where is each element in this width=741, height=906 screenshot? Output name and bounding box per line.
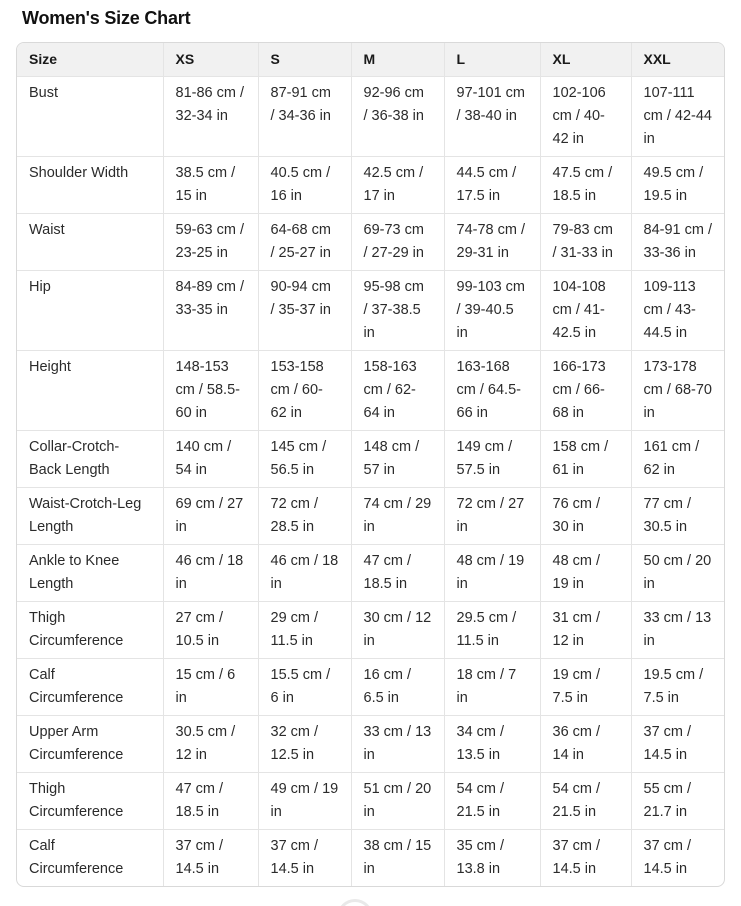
size-value-cell: 148-153 cm / 58.5-60 in bbox=[163, 351, 258, 431]
row-label: Calf Circumference bbox=[17, 659, 163, 716]
size-value-cell: 38.5 cm / 15 in bbox=[163, 157, 258, 214]
column-header-xxl: XXL bbox=[631, 43, 725, 77]
size-value-cell: 30.5 cm / 12 in bbox=[163, 716, 258, 773]
table-row bbox=[17, 773, 725, 830]
column-header-l: L bbox=[444, 43, 540, 77]
size-value-cell: 30 cm / 12 in bbox=[351, 602, 444, 659]
size-value-cell: 148 cm / 57 in bbox=[351, 431, 444, 488]
header-row bbox=[17, 43, 725, 77]
size-value-cell: 90-94 cm / 35-37 in bbox=[258, 271, 351, 351]
size-value-cell: 29 cm / 11.5 in bbox=[258, 602, 351, 659]
size-chart-table bbox=[17, 43, 725, 886]
row-label: Thigh Circumference bbox=[17, 773, 163, 830]
size-value-cell: 158-163 cm / 62-64 in bbox=[351, 351, 444, 431]
size-value-cell: 92-96 cm / 36-38 in bbox=[351, 77, 444, 157]
size-value-cell: 15.5 cm / 6 in bbox=[258, 659, 351, 716]
size-value-cell: 42.5 cm / 17 in bbox=[351, 157, 444, 214]
size-value-cell: 32 cm / 12.5 in bbox=[258, 716, 351, 773]
size-value-cell: 34 cm / 13.5 in bbox=[444, 716, 540, 773]
size-value-cell: 31 cm / 12 in bbox=[540, 602, 631, 659]
table-row bbox=[17, 716, 725, 773]
row-label: Calf Circumference bbox=[17, 830, 163, 887]
size-value-cell: 140 cm / 54 in bbox=[163, 431, 258, 488]
size-value-cell: 16 cm / 6.5 in bbox=[351, 659, 444, 716]
size-value-cell: 102-106 cm / 40-42 in bbox=[540, 77, 631, 157]
column-header-xs: XS bbox=[163, 43, 258, 77]
size-value-cell: 84-91 cm / 33-36 in bbox=[631, 214, 725, 271]
table-body bbox=[17, 77, 725, 887]
size-value-cell: 38 cm / 15 in bbox=[351, 830, 444, 887]
table-row bbox=[17, 214, 725, 271]
row-label: Height bbox=[17, 351, 163, 431]
size-value-cell: 99-103 cm / 39-40.5 in bbox=[444, 271, 540, 351]
size-value-cell: 97-101 cm / 38-40 in bbox=[444, 77, 540, 157]
size-value-cell: 59-63 cm / 23-25 in bbox=[163, 214, 258, 271]
size-value-cell: 163-168 cm / 64.5-66 in bbox=[444, 351, 540, 431]
table-row bbox=[17, 545, 725, 602]
size-value-cell: 69 cm / 27 in bbox=[163, 488, 258, 545]
size-value-cell: 18 cm / 7 in bbox=[444, 659, 540, 716]
size-value-cell: 19.5 cm / 7.5 in bbox=[631, 659, 725, 716]
size-value-cell: 36 cm / 14 in bbox=[540, 716, 631, 773]
table-row bbox=[17, 271, 725, 351]
size-value-cell: 46 cm / 18 in bbox=[258, 545, 351, 602]
size-value-cell: 72 cm / 27 in bbox=[444, 488, 540, 545]
floating-circle-widget[interactable] bbox=[337, 899, 373, 906]
size-value-cell: 69-73 cm / 27-29 in bbox=[351, 214, 444, 271]
size-value-cell: 44.5 cm / 17.5 in bbox=[444, 157, 540, 214]
size-value-cell: 33 cm / 13 in bbox=[351, 716, 444, 773]
row-label: Ankle to Knee Length bbox=[17, 545, 163, 602]
size-value-cell: 47 cm / 18.5 in bbox=[351, 545, 444, 602]
size-value-cell: 47 cm / 18.5 in bbox=[163, 773, 258, 830]
table-row bbox=[17, 431, 725, 488]
size-value-cell: 48 cm / 19 in bbox=[444, 545, 540, 602]
size-value-cell: 50 cm / 20 in bbox=[631, 545, 725, 602]
row-label: Thigh Circumference bbox=[17, 602, 163, 659]
size-value-cell: 173-178 cm / 68-70 in bbox=[631, 351, 725, 431]
size-value-cell: 54 cm / 21.5 in bbox=[540, 773, 631, 830]
size-value-cell: 27 cm / 10.5 in bbox=[163, 602, 258, 659]
row-label: Bust bbox=[17, 77, 163, 157]
size-value-cell: 35 cm / 13.8 in bbox=[444, 830, 540, 887]
size-chart-table-container bbox=[16, 42, 725, 887]
size-value-cell: 87-91 cm / 34-36 in bbox=[258, 77, 351, 157]
column-header-s: S bbox=[258, 43, 351, 77]
size-value-cell: 48 cm / 19 in bbox=[540, 545, 631, 602]
size-value-cell: 72 cm / 28.5 in bbox=[258, 488, 351, 545]
table-row bbox=[17, 77, 725, 157]
size-value-cell: 37 cm / 14.5 in bbox=[540, 830, 631, 887]
table-row bbox=[17, 351, 725, 431]
table-row bbox=[17, 488, 725, 545]
size-value-cell: 47.5 cm / 18.5 in bbox=[540, 157, 631, 214]
size-value-cell: 74-78 cm / 29-31 in bbox=[444, 214, 540, 271]
table-row bbox=[17, 602, 725, 659]
row-label: Hip bbox=[17, 271, 163, 351]
size-value-cell: 84-89 cm / 33-35 in bbox=[163, 271, 258, 351]
size-value-cell: 74 cm / 29 in bbox=[351, 488, 444, 545]
size-value-cell: 49.5 cm / 19.5 in bbox=[631, 157, 725, 214]
size-value-cell: 104-108 cm / 41-42.5 in bbox=[540, 271, 631, 351]
size-value-cell: 54 cm / 21.5 in bbox=[444, 773, 540, 830]
size-value-cell: 40.5 cm / 16 in bbox=[258, 157, 351, 214]
column-header-xl: XL bbox=[540, 43, 631, 77]
size-value-cell: 37 cm / 14.5 in bbox=[163, 830, 258, 887]
row-label: Waist-Crotch-Leg Length bbox=[17, 488, 163, 545]
size-value-cell: 19 cm / 7.5 in bbox=[540, 659, 631, 716]
size-value-cell: 33 cm / 13 in bbox=[631, 602, 725, 659]
size-value-cell: 15 cm / 6 in bbox=[163, 659, 258, 716]
size-value-cell: 153-158 cm / 60-62 in bbox=[258, 351, 351, 431]
column-header-size: Size bbox=[17, 43, 163, 77]
row-label: Collar-Crotch-Back Length bbox=[17, 431, 163, 488]
size-value-cell: 55 cm / 21.7 in bbox=[631, 773, 725, 830]
size-value-cell: 109-113 cm / 43-44.5 in bbox=[631, 271, 725, 351]
column-header-m: M bbox=[351, 43, 444, 77]
size-value-cell: 77 cm / 30.5 in bbox=[631, 488, 725, 545]
size-value-cell: 149 cm / 57.5 in bbox=[444, 431, 540, 488]
size-value-cell: 145 cm / 56.5 in bbox=[258, 431, 351, 488]
table-row bbox=[17, 659, 725, 716]
table-row bbox=[17, 157, 725, 214]
row-label: Waist bbox=[17, 214, 163, 271]
row-label: Shoulder Width bbox=[17, 157, 163, 214]
size-value-cell: 46 cm / 18 in bbox=[163, 545, 258, 602]
size-value-cell: 37 cm / 14.5 in bbox=[258, 830, 351, 887]
size-value-cell: 37 cm / 14.5 in bbox=[631, 830, 725, 887]
size-value-cell: 64-68 cm / 25-27 in bbox=[258, 214, 351, 271]
size-value-cell: 76 cm / 30 in bbox=[540, 488, 631, 545]
row-label: Upper Arm Circumference bbox=[17, 716, 163, 773]
size-value-cell: 29.5 cm / 11.5 in bbox=[444, 602, 540, 659]
size-value-cell: 37 cm / 14.5 in bbox=[631, 716, 725, 773]
size-value-cell: 95-98 cm / 37-38.5 in bbox=[351, 271, 444, 351]
size-value-cell: 51 cm / 20 in bbox=[351, 773, 444, 830]
size-value-cell: 166-173 cm / 66-68 in bbox=[540, 351, 631, 431]
page-title: Women's Size Chart bbox=[22, 8, 191, 28]
size-value-cell: 158 cm / 61 in bbox=[540, 431, 631, 488]
size-value-cell: 161 cm / 62 in bbox=[631, 431, 725, 488]
size-value-cell: 107-111 cm / 42-44 in bbox=[631, 77, 725, 157]
table-row bbox=[17, 830, 725, 887]
size-value-cell: 49 cm / 19 in bbox=[258, 773, 351, 830]
size-value-cell: 79-83 cm / 31-33 in bbox=[540, 214, 631, 271]
size-value-cell: 81-86 cm / 32-34 in bbox=[163, 77, 258, 157]
